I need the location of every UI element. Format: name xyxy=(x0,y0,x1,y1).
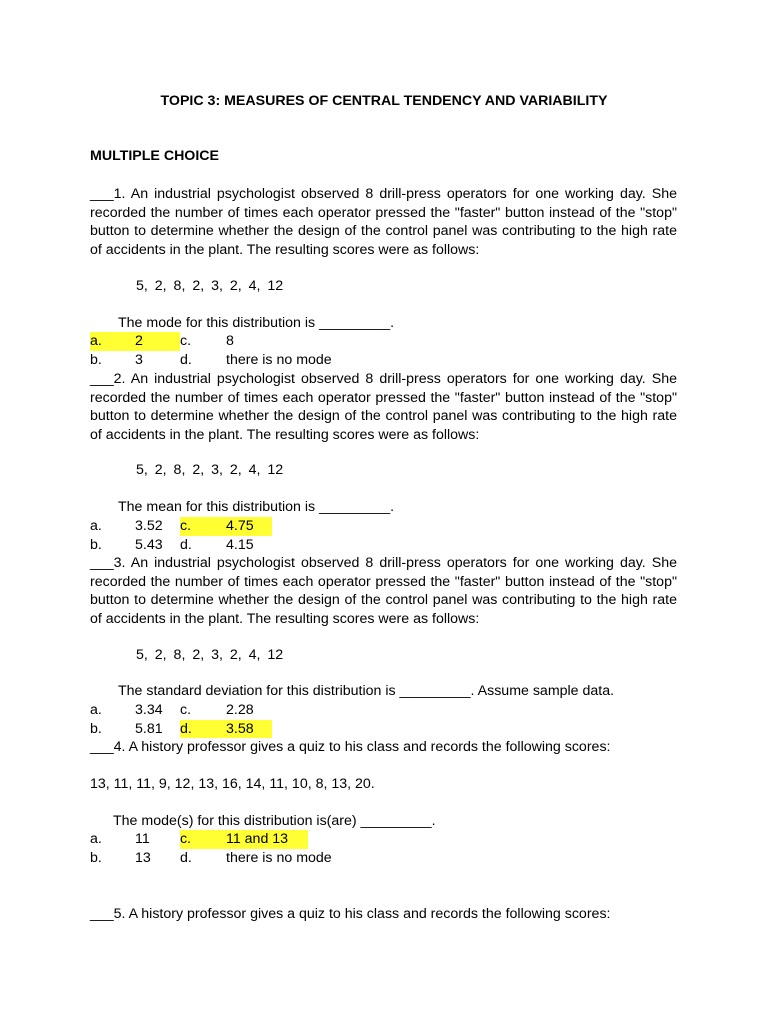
option-a-value: 2 xyxy=(135,333,143,349)
question-4-prompt: The mode(s) for this distribution is(are) _________. xyxy=(113,813,436,829)
option-d-value: there is no mode xyxy=(226,351,332,368)
option-d-letter: d. xyxy=(180,351,192,368)
question-1-options xyxy=(90,332,490,369)
option-c-letter: c. xyxy=(180,702,192,718)
question-2-options xyxy=(90,517,490,554)
option-a-letter: a. xyxy=(90,518,102,534)
question-3-stem: ___3. An industrial psychologist observed 8 drill-press operators for one working day. She recorded the number of times each operator pressed the "faster" button instead of the "stop" button to determine whether the design of the control panel was contributing to the high rate of accidents in the plant. The resulting scores were as follows: xyxy=(90,555,677,627)
option-c-value: 2.28 xyxy=(226,702,254,718)
option-a-value: 3.34 xyxy=(135,702,163,718)
question-2-stem: ___2. An industrial psychologist observed 8 drill-press operators for one working day. She recorded the number of times each operator pressed the "faster" button instead of the "stop" button to determine whether the design of the control panel was contributing to the high rate of accidents in the plant. The resulting scores were as follows: xyxy=(90,371,677,443)
option-row xyxy=(90,517,490,536)
option-c-letter: c. xyxy=(180,831,192,847)
question-3-prompt: The standard deviation for this distribution is _________. Assume sample data. xyxy=(118,683,615,699)
option-row xyxy=(90,536,490,555)
question-1-prompt: The mode for this distribution is _________. xyxy=(118,315,395,331)
question-5-stem: ___5. A history professor gives a quiz to his class and records the following scores: xyxy=(90,906,611,922)
option-row xyxy=(90,351,490,370)
option-b-value: 3 xyxy=(135,351,143,368)
option-d-value: 4.15 xyxy=(226,536,254,553)
option-d-letter: d. xyxy=(180,849,192,866)
option-b-value: 5.43 xyxy=(135,536,163,553)
option-d-letter: d. xyxy=(180,536,192,553)
option-a-value: 3.52 xyxy=(135,518,163,534)
option-b-value: 5.81 xyxy=(135,720,163,737)
question-1-stem: ___1. An industrial psychologist observed 8 drill-press operators for one working day. She recorded the number of times each operator pressed the "faster" button instead of the "stop" button to determine whether the design of the control panel was contributing to the high rate of accidents in the plant. The resulting scores were as follows: xyxy=(90,186,677,258)
option-row xyxy=(90,830,490,849)
option-c-value: 4.75 xyxy=(226,518,254,534)
option-b-letter: b. xyxy=(90,536,102,553)
option-b-value: 13 xyxy=(135,849,151,866)
option-a-letter: a. xyxy=(90,333,102,349)
question-2-prompt: The mean for this distribution is _________. xyxy=(118,499,395,515)
question-4-options xyxy=(90,830,490,867)
question-3-scores: 5, 2, 8, 2, 3, 2, 4, 12 xyxy=(136,647,284,663)
question-1-scores: 5, 2, 8, 2, 3, 2, 4, 12 xyxy=(136,278,284,294)
option-d-value: 3.58 xyxy=(226,720,254,737)
question-4-stem: ___4. A history professor gives a quiz to his class and records the following scores: xyxy=(90,739,611,755)
option-b-letter: b. xyxy=(90,849,102,866)
page-title: TOPIC 3: MEASURES OF CENTRAL TENDENCY AND VARIABILITY xyxy=(160,93,608,109)
question-3-options xyxy=(90,701,490,738)
option-row xyxy=(90,701,490,720)
option-a-letter: a. xyxy=(90,831,102,847)
question-4-scores: 13, 11, 11, 9, 12, 13, 16, 14, 11, 10, 8, 13, 20. xyxy=(90,776,375,792)
option-c-letter: c. xyxy=(180,518,192,534)
option-a-letter: a. xyxy=(90,702,102,718)
option-d-value: there is no mode xyxy=(226,849,332,866)
option-row xyxy=(90,332,490,351)
option-c-letter: c. xyxy=(180,333,192,349)
option-b-letter: b. xyxy=(90,351,102,368)
question-2-scores: 5, 2, 8, 2, 3, 2, 4, 12 xyxy=(136,462,284,478)
option-d-letter: d. xyxy=(180,720,192,737)
option-c-value: 11 and 13 xyxy=(226,831,289,847)
option-b-letter: b. xyxy=(90,720,102,737)
section-heading: MULTIPLE CHOICE xyxy=(90,148,219,164)
option-a-value: 11 xyxy=(135,831,150,847)
option-row xyxy=(90,720,490,739)
option-c-value: 8 xyxy=(226,333,234,349)
option-row xyxy=(90,849,490,868)
